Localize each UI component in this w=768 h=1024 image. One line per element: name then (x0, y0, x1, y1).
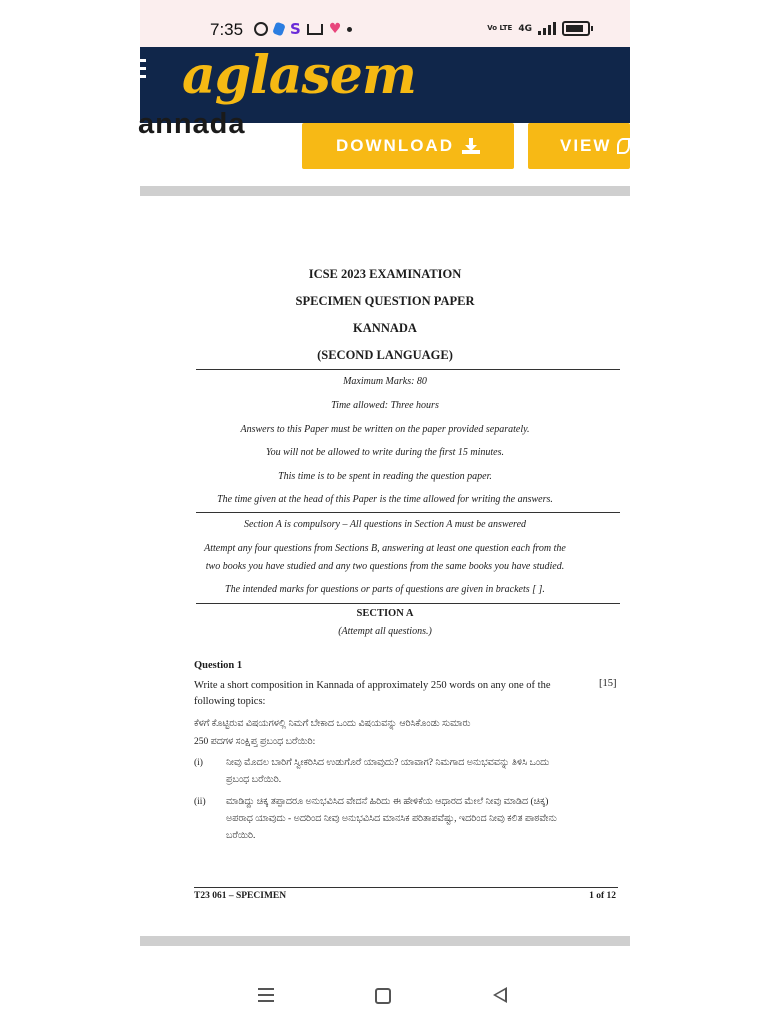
paper-type: SPECIMEN QUESTION PAPER (295, 294, 475, 308)
section-subtitle: (Attempt all questions.) (338, 626, 432, 637)
heart-icon: ♥ (328, 20, 342, 37)
download-button[interactable] (302, 123, 514, 169)
topic-number: (ii) (194, 797, 206, 807)
page-number: 1 of 12 (589, 891, 616, 901)
kannada-instruction-line-1: ಕೆಳಗೆ ಕೊಟ್ಟಿರುವ ವಿಷಯಗಳಲ್ಲಿ ನಿಮಗೆ ಬೇಕಾದ ಒಂದು ವಿಷಯವನ್ನು ಆರಿಸಿಕೊಂಡು ಸುಮಾರು (194, 719, 471, 729)
document-bottom-divider (140, 936, 630, 946)
s-app-icon: S (290, 19, 301, 38)
instruction-line: You will not be allowed to write during the first 15 minutes. (266, 447, 504, 458)
question-title: Question 1 (194, 660, 243, 671)
download-button-label: DOWNLOAD (336, 136, 454, 155)
attempt-instruction-line-1: Attempt any four questions from Sections B, answering at least one question each from the (204, 543, 566, 554)
recent-apps-icon[interactable] (258, 988, 274, 1006)
document-top-divider (140, 186, 630, 196)
header-rule (196, 369, 620, 370)
page-subject-heading: annada (138, 108, 246, 140)
time-allowed: Time allowed: Three hours (331, 400, 439, 411)
topic-text: ಮಾಡಿದ್ದು ಚಿಕ್ಕ ತಪ್ಪಾದರೂ ಅನುಭವಿಸಿದ ವೇದನೆ ಹಿರಿದು ಈ ಹೇಳಿಕೆಯ ಆಧಾರದ ಮೇಲೆ ನೀವು ಮಾಡಿದ (ಚಿಕ್ಕ) ಅಪರಾಧ ಯಾವುದು - ಅದರಿಂದ ನೀವು ಅನುಭವಿಸಿದ ಮಾನಸಿಕ ಪರಿತಾಪವೆಷ್ಟು, ಇದರಿಂದ ನೀವು ಕಲಿತ ಪಾಠವೇನು ಬರೆಯಿರಿ. (226, 797, 557, 841)
exam-title: ICSE 2023 EXAMINATION (308, 267, 462, 281)
volte-indicator: Vo LTE (487, 24, 513, 32)
instruction-line: The time given at the head of this Paper is the time allowed for writing the answers. (217, 494, 553, 505)
app-notification-icon (272, 22, 286, 37)
topic-number: (i) (194, 758, 203, 768)
system-icons (487, 21, 590, 36)
hamburger-menu-icon[interactable] (140, 59, 146, 83)
view-button-label: VIEW (560, 136, 612, 155)
instruction-line: Answers to this Paper must be written on the paper provided separately. (240, 424, 530, 435)
footer-rule (194, 887, 618, 888)
language-level: (SECOND LANGUAGE) (317, 348, 453, 362)
more-notifications-dot-icon (347, 27, 352, 32)
battery-icon (562, 21, 590, 36)
paper-code: T23 061 – SPECIMEN (194, 891, 287, 901)
question-marks: [15] (599, 678, 617, 689)
eye-icon (617, 138, 630, 154)
signal-icon (538, 22, 556, 35)
status-bar (140, 0, 630, 47)
question-text: Write a short composition in Kannada of approximately 250 words on any one of the following topics: (194, 680, 551, 707)
instructions-end-rule (196, 603, 620, 604)
marks-instruction: The intended marks for questions or parts of questions are given in brackets [ ]. (225, 584, 545, 595)
download-icon (462, 138, 480, 154)
view-button[interactable] (528, 123, 630, 169)
topic-text: ನೀವು ಮೊದಲ ಬಾರಿಗೆ ಸ್ವೀಕರಿಸಿದ ಉಡುಗೊರೆ ಯಾವುದು? ಯಾವಾಗ? ನಿಮಗಾದ ಅನುಭವವನ್ನು ತಿಳಿಸಿ ಒಂದು ಪ್ರಬಂಧ ಬರೆಯಿರಿ. (226, 758, 550, 785)
kannada-instruction-line-2: 250 ಪದಗಳ ಸಂಕ್ಷಿಪ್ತ ಪ್ರಬಂಧ ಬರೆಯಿರಿ: (194, 737, 316, 747)
instructions-rule (196, 512, 620, 513)
system-navigation-bar (0, 960, 768, 1024)
section-a-instruction: Section A is compulsory – All questions in Section A must be answered (243, 519, 527, 530)
question-paper-page (140, 197, 630, 936)
attempt-instruction-line-2: two books you have studied and any two questions from the same books you have studied. (205, 561, 565, 572)
back-icon[interactable] (493, 987, 507, 1003)
status-time: 7:35 (210, 20, 244, 39)
notification-icons (254, 19, 352, 38)
aglasem-logo[interactable]: aglasem (182, 47, 416, 106)
book-icon (307, 24, 323, 35)
network-type: 4G (518, 23, 532, 34)
max-marks: Maximum Marks: 80 (343, 376, 427, 387)
home-icon[interactable] (375, 988, 391, 1004)
whatsapp-icon (254, 22, 268, 36)
instruction-line: This time is to be spent in reading the question paper. (278, 471, 492, 482)
subject-title: KANNADA (353, 321, 417, 335)
section-title: SECTION A (356, 608, 414, 619)
